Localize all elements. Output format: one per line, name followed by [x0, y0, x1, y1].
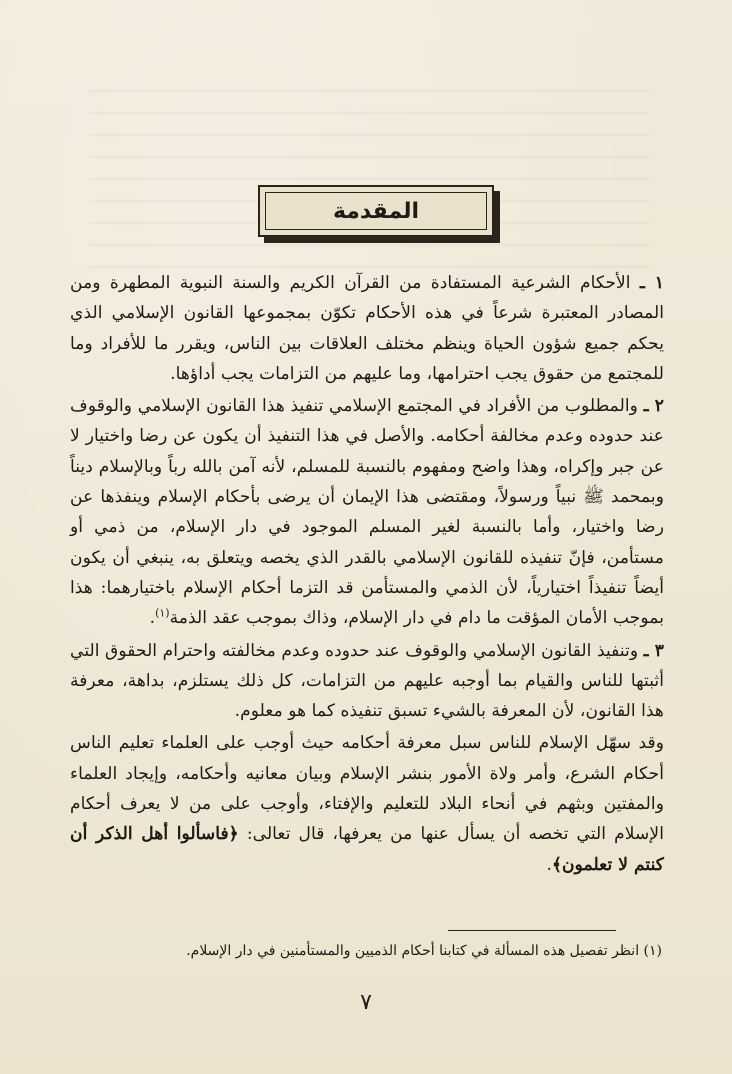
footnote-divider	[448, 930, 616, 931]
paragraph-tail: .	[546, 854, 552, 875]
paragraph-number: ١ ـ	[639, 273, 664, 293]
paragraph-text: وتنفيذ القانون الإسلامي والوقوف عند حدوده وعدم مخالفته واحترام الحقوق التي أثبتها للناس والقيام بما أوجبه عليهم من التزامات، كل ذلك يستلزم، بداهة، معرفة هذا القانون، لأن المعرفة بالشيء تسبق تنفيذه كما هو معلوم.	[70, 640, 664, 722]
title-box	[258, 185, 494, 237]
paragraph-2	[70, 391, 664, 633]
paragraph-text: والمطلوب من الأفراد في المجتمع الإسلامي تنفيذ هذا القانون الإسلامي والوقوف عند حدوده وعدم مخالفة أحكامه. والأصل في هذا التنفيذ أن يكون عن رضا واختيار لا عن جبر وإكراه، وهذا واضح ومفهوم بالنسبة للمسلم، لأنه آمن بالله رباً وبالإسلام ديناً وبمحمد ﷺ نبياً ورسولاً، ومقتضى هذا الإيمان أن يرضى بأحكام الإسلام وينفذها عن رضا واختيار، وأما بالنسبة لغير المسلم الموجود في دار الإسلام، من ذمي أو مستأمن، فإنّ تنفيذه للقانون الإسلامي بالقدر الذي يخصه ويتعلق به، ينبغي أن يكون أيضاً تنفيذاً اختيارياً، لأن الذمي والمستأمن قد التزما أحكام الإسلام باختيارهما: هذا بموجب الأمان المؤقت ما دام في دار الإسلام، وذاك بموجب عقد الذمة	[70, 396, 664, 629]
paragraph-text: الأحكام الشرعية المستفادة من القرآن الكريم والسنة النبوية المطهرة ومن المصادر المعتبرة شرعاً في هذه الأحكام تكوّن بمجموعها القانون الإسلامي الذي يحكم جميع شؤون الحياة وينظم مختلف العلاقات بين الناس، ويقرر ما للأفراد وما للمجتمع من حقوق يجب احترامها، وما عليهم من التزامات يجب أداؤها.	[70, 273, 664, 384]
page-title: المقدمة	[332, 198, 420, 224]
paragraph-1	[70, 268, 664, 389]
paragraph-4	[70, 728, 664, 879]
quran-quote: ﴿فاسألوا أهل الذكر أن كنتم لا تعلمون﴾	[70, 824, 664, 875]
paragraph-tail: .	[149, 608, 156, 629]
paragraph-text: وقد سهّل الإسلام للناس سبل معرفة أحكامه حيث أوجب على العلماء تعليم الناس أحكام الشرع، وأمر ولاة الأمور بنشر الإسلام وبيان معانيه وأحكامه، وإيجاد العلماء والمفتين وبثهم في أنحاء البلاد للتعليم والإفتاء، وأوجب على من لا يعرف أحكام الإسلام التي تخصه أن يسأل عنها من يعرفها، قال تعالى:	[70, 733, 664, 845]
body-text	[70, 268, 664, 882]
paragraph-number: ٣ ـ	[643, 640, 664, 661]
page-number: ٧	[360, 990, 372, 1015]
paragraph-3	[70, 636, 664, 727]
show-through-texture	[90, 90, 650, 270]
footnote: (١) انظر تفصيل هذه المسألة في كتابنا أحكام الذميين والمستأمنين في دار الإسلام.	[186, 943, 662, 959]
footnote-reference[interactable]: (١)	[155, 606, 170, 620]
title-frame	[258, 185, 500, 243]
paragraph-number: ٢ ـ	[643, 396, 664, 417]
